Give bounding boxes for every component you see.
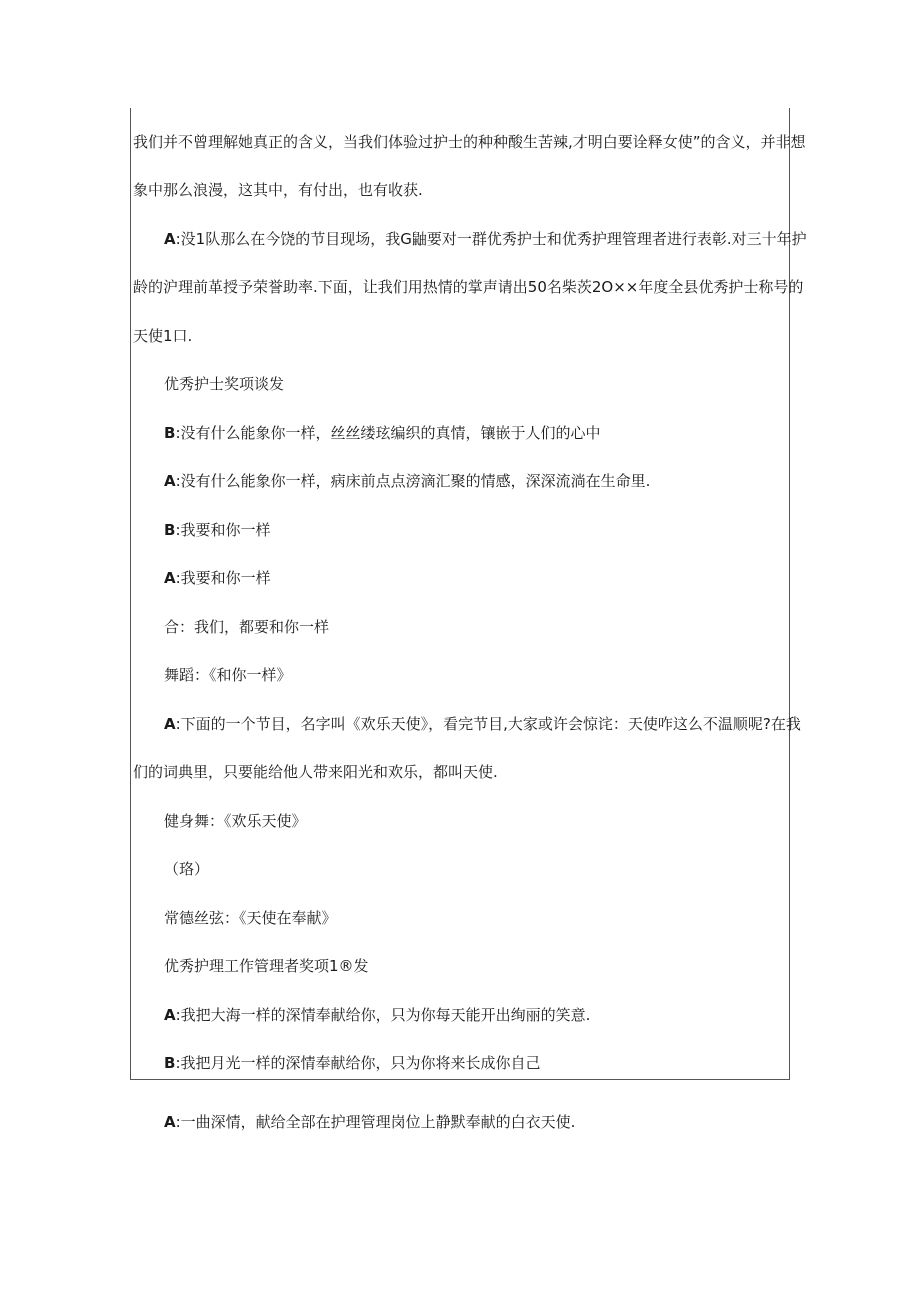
paragraph-5 [164,471,650,491]
paragraph-3: 优秀护士奖项谈发 [164,375,285,393]
speaker-label: A [164,1113,176,1131]
text-frame [130,108,790,1080]
paragraph-11: 健身舞：《欢乐天使》 [164,812,307,830]
paragraph-text: :我把大海一样的深情奉献给你，只为你每天能开出绚丽的笑意. [175,1006,591,1024]
paragraph-14: 优秀护理工作管理者奖项1®发 [164,957,369,975]
paragraph-9: 舞蹈：《和你一样》 [164,666,292,684]
paragraph-10-line-1 [164,714,801,734]
paragraph-text: :下面的一个节目，名字叫《欢乐天使》，看完节目,大家或许会惊诧：天使咋这么不温顺呢?在我 [175,715,801,733]
paragraph-text: :没有什么能象你一样，丝丝缕玹编织的真情，镶嵌于人们的心中 [175,424,601,442]
paragraph-17 [164,1112,575,1132]
paragraph-2-line-2: 龄的沪理前革授予荣誉助率.下面，让我们用热情的掌声请出50名柴茨2O××年度全县优秀护士称号的 [133,278,804,296]
paragraph-1-line-1: 我们并不曾理解她真正的含义，当我们体验过护士的种种酸生苦辣,才明白要诠释女使”的含义，并非想 [133,133,806,151]
paragraph-text: :我要和你一样 [175,569,271,587]
speaker-label: B [164,1054,176,1072]
paragraph-text: :我要和你一样 [175,521,271,539]
speaker-label: A [164,230,176,248]
paragraph-text: :没1队那么在今饶的节目现场，我G鼬要对一群优秀护士和优秀护理管理者进行表彰.对三十年护 [175,230,807,248]
speaker-label: A [164,1006,176,1024]
speaker-label: A [164,569,176,587]
paragraph-2-line-1 [164,229,807,249]
paragraph-13: 常德丝弦：《天使在奉献》 [164,909,337,927]
paragraph-text: :没有什么能象你一样，病床前点点滂滴汇聚的情感，深深流淌在生命里. [175,472,651,490]
paragraph-2-line-3: 天使1口. [133,327,193,345]
speaker-label: B [164,521,176,539]
paragraph-1-line-2: 象中那么浪漫，这其中，有付出，也有收获. [133,181,423,199]
paragraph-15 [164,1005,590,1025]
paragraph-6 [164,520,271,540]
speaker-label: B [164,424,176,442]
paragraph-4 [164,423,601,443]
paragraph-8: 合：我们，都要和你一样 [164,618,330,636]
paragraph-16 [164,1053,541,1073]
paragraph-12: （珞） [164,860,210,878]
paragraph-7 [164,568,271,588]
speaker-label: A [164,472,176,490]
paragraph-10-line-2: 们的词典里，只要能给他人带来阳光和欢乐，都叫天使. [133,763,498,781]
paragraph-text: :一曲深情，献给全部在护理管理岗位上静默奉献的白衣天使. [175,1113,576,1131]
paragraph-text: :我把月光一样的深情奉献给你，只为你将来长成你自己 [175,1054,541,1072]
speaker-label: A [164,715,176,733]
